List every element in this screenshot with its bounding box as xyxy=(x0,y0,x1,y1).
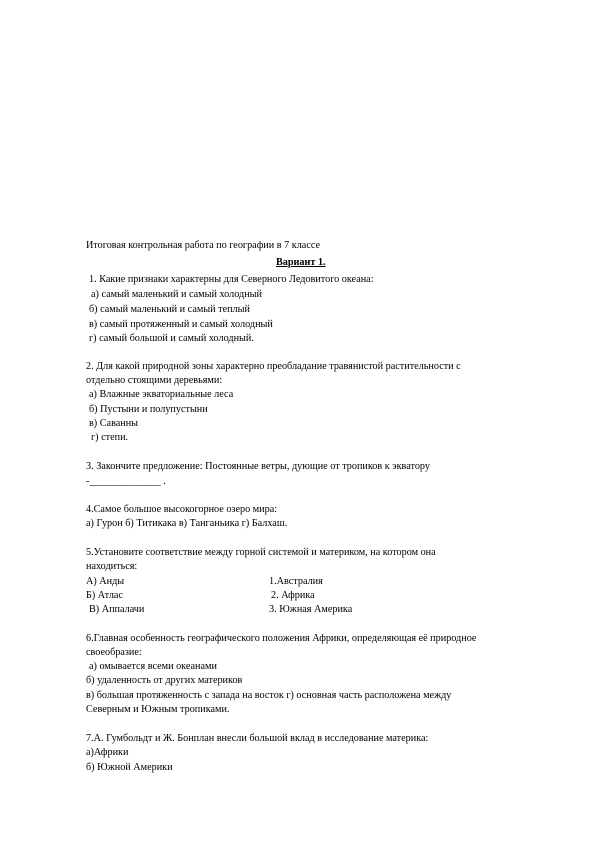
q7-option-b: б) Южной Америки xyxy=(86,762,173,773)
question-3: 3. Закончите предложение: Постоянные ветры, дующие от тропиков к экватору xyxy=(86,461,430,472)
q6-option-a: а) омывается всеми океанами xyxy=(89,661,217,672)
question-6-line2: своеобразие: xyxy=(86,647,142,658)
question-5-line1: 5.Установите соответствие между горной системой и материком, на котором она xyxy=(86,547,436,558)
q6-option-cd-line2: Северным и Южным тропиками. xyxy=(86,704,230,715)
q3-answer-blank: -______________ . xyxy=(86,476,166,487)
question-1: 1. Какие признаки характерны для Северного Ледовитого океана: xyxy=(89,274,374,285)
q2-option-b: б) Пустыни и полупустыни xyxy=(89,404,208,415)
document-title: Итоговая контрольная работа по географии в 7 классе xyxy=(86,240,321,251)
q2-option-a: а) Влажные экваториальные леса xyxy=(89,389,234,400)
q4-options: а) Гурон б) Титикака в) Танганьика г) Балхаш. xyxy=(86,518,288,529)
q5-left-item-a: А) Анды xyxy=(86,576,125,587)
q5-left-item-c: В) Аппалачи xyxy=(89,604,145,615)
question-2-line2: отдельно стоящими деревьями: xyxy=(86,375,223,386)
question-2-line1: 2. Для какой природной зоны характерно преобладание травянистой растительности с xyxy=(86,361,461,372)
q2-option-d: г) степи. xyxy=(91,432,129,443)
q1-option-a: а) самый маленький и самый холодный xyxy=(91,289,262,300)
question-4: 4.Самое большое высокогорное озеро мира: xyxy=(86,504,278,515)
q6-option-b: б) удаленность от других материков xyxy=(86,675,243,686)
q7-option-a: а)Африки xyxy=(86,747,129,758)
q5-right-item-3: 3. Южная Америка xyxy=(269,604,353,615)
q5-left-item-b: Б) Атлас xyxy=(86,590,123,601)
q6-option-cd-line1: в) большая протяженность с запада на восток г) основная часть расположена между xyxy=(86,690,452,701)
question-6-line1: 6.Главная особенность географического положения Африки, определяющая её природное xyxy=(86,633,477,644)
q1-option-d: г) самый большой и самый холодный. xyxy=(89,333,254,344)
q1-option-c: в) самый протяженный и самый холодный xyxy=(89,319,273,330)
q5-right-item-1: 1.Австралия xyxy=(269,576,323,587)
q1-option-b: б) самый маленький и самый теплый xyxy=(89,304,250,315)
question-7: 7.А. Гумбольдт и Ж. Бонплан внесли большой вклад в исследование материка: xyxy=(86,733,429,744)
variant-heading: Вариант 1. xyxy=(276,257,326,268)
q5-right-item-2: 2. Африка xyxy=(271,590,315,601)
q2-option-c: в) Саванны xyxy=(89,418,139,429)
question-5-line2: находиться: xyxy=(86,561,138,572)
